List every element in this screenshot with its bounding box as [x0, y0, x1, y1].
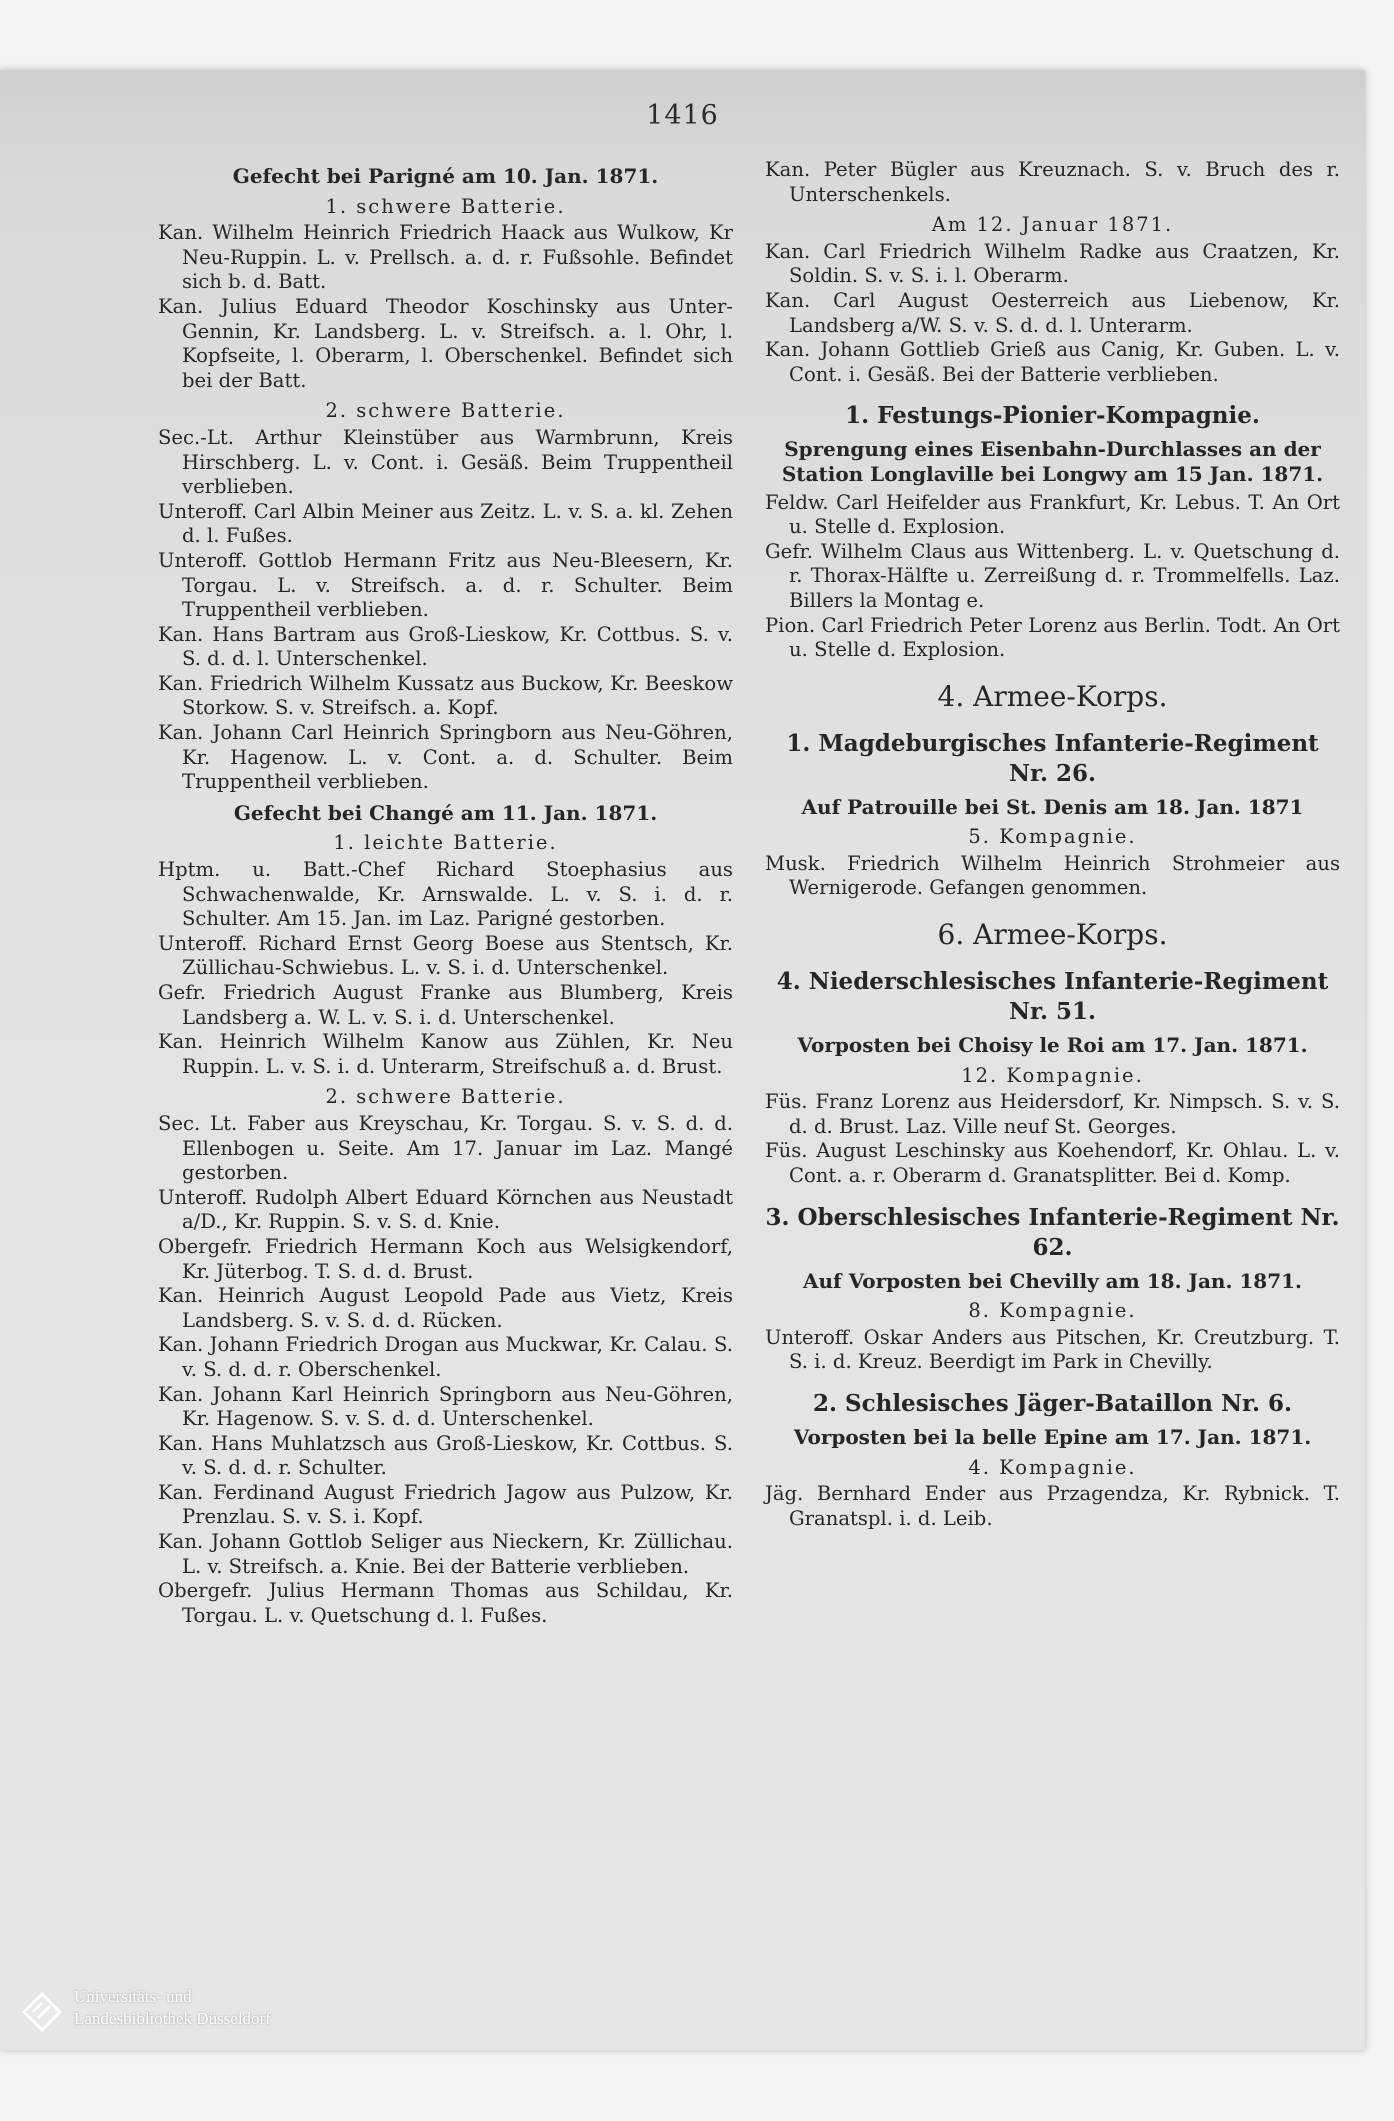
unit-heading: Am 12. Januar 1871. [931, 213, 1174, 237]
unit-heading: 12. Kompagnie. [961, 1063, 1144, 1087]
casualty-entry: Unteroff. Carl Albin Meiner aus Zeitz. L. v. S. a. kl. Zehen d. l. Fußes. [158, 499, 733, 548]
casualty-entry: Gefr. Wilhelm Claus aus Wittenberg. L. v. Quetschung d. r. Thorax-Hälfte u. Zerreißung d. r. Trommelfells. Laz. Billers la Montag e. [765, 539, 1340, 612]
casualty-entry: Kan. Hans Bartram aus Groß-Lieskow, Kr. Cottbus. S. v. S. d. d. l. Unterschenkel. [158, 622, 733, 671]
casualty-entry: Füs. Franz Lorenz aus Heidersdorf, Kr. Nimpsch. S. v. S. d. d. Brust. Laz. Ville neuf St. Georges. [765, 1090, 1340, 1138]
document-page [0, 70, 1365, 2050]
casualty-entry: Kan. Peter Bügler aus Kreuznach. S. v. Bruch des r. Unterschenkels. [765, 158, 1340, 206]
casualty-entry: Kan. Ferdinand August Friedrich Jagow aus Pulzow, Kr. Prenzlau. S. v. S. i. Kopf. [158, 1480, 733, 1529]
casualty-entry: Kan. Wilhelm Heinrich Friedrich Haack aus Wulkow, Kr Neu-Ruppin. L. v. Prellsch. a. d. r. Fußsohle. Befindet sich b. d. Batt. [158, 221, 733, 294]
casualty-entry: Obergefr. Julius Hermann Thomas aus Schildau, Kr. Torgau. L. v. Quetschung d. l. Fußes. [158, 1579, 733, 1627]
library-logo [16, 1984, 346, 2044]
unit-heading: 4. Kompagnie. [968, 1455, 1137, 1479]
engagement-heading: Vorposten bei Choisy le Roi am 17. Jan. 1871. [797, 1033, 1308, 1058]
casualty-entry: Feldw. Carl Heifelder aus Frankfurt, Kr. Lebus. T. An Ort u. Stelle d. Explosion. [765, 490, 1340, 539]
unit-heading: 2. schwere Batterie. [325, 1085, 566, 1109]
regiment-heading: 2. Schlesisches Jäger-Bataillon Nr. 6. [812, 1390, 1293, 1417]
casualty-entry: Unteroff. Oskar Anders aus Pitschen, Kr. Creutzburg. T. S. i. d. Kreuz. Beerdigt im Park in Chevilly. [765, 1325, 1340, 1374]
casualty-entry: Unteroff. Gottlob Hermann Fritz aus Neu-Bleesern, Kr. Torgau. L. v. Streifsch. a. d. r. Schulter. Beim Truppentheil verblieben. [158, 548, 733, 622]
casualty-entry: Unteroff. Rudolph Albert Eduard Körnchen aus Neustadt a/D., Kr. Ruppin. S. v. S. d. Knie. [158, 1185, 733, 1234]
casualty-entry: Musk. Friedrich Wilhelm Heinrich Strohmeier aus Wernigerode. Gefangen genommen. [765, 851, 1340, 900]
casualty-entry: Füs. August Leschinsky aus Koehendorf, Kr. Ohlau. L. v. Cont. a. r. Oberarm d. Granatsplitter. Bei d. Komp. [765, 1139, 1340, 1188]
unit-heading: 2. schwere Batterie. [325, 399, 566, 423]
regiment-heading: 3. Oberschlesisches Infanterie-Regiment Nr. 62. [765, 1203, 1340, 1261]
page-number: 1416 [646, 100, 719, 131]
regiment-heading: 1. Festungs-Pionier-Kompagnie. [845, 402, 1260, 430]
regiment-heading: 1. Magdeburgisches Infanterie-Regiment Nr. 26. [786, 729, 1319, 787]
engagement-heading: Gefecht bei Changé am 11. Jan. 1871. [233, 800, 658, 825]
casualty-entry: Unteroff. Richard Ernst Georg Boese aus Stentsch, Kr. Züllichau-Schwiebus. L. v. S. i. d. Unterschenkel. [158, 931, 733, 980]
unit-heading: 1. schwere Batterie. [325, 194, 566, 218]
casualty-entry: Kan. Johann Gottlob Seliger aus Nieckern, Kr. Züllichau. L. v. Streifsch. a. Knie. Bei der Batterie verblieben. [158, 1530, 733, 1578]
casualty-entry: Kan. Johann Gottlieb Grieß aus Canig, Kr. Guben. L. v. Cont. i. Gesäß. Bei der Batterie verblieben. [765, 338, 1340, 386]
left-column [158, 158, 733, 1628]
casualty-entry: Gefr. Friedrich August Franke aus Blumberg, Kreis Landsberg a. W. L. v. S. i. d. Unterschenkel. [158, 981, 733, 1029]
unit-heading: 1. leichte Batterie. [333, 831, 558, 855]
library-logo-line1: Universitäts- und [74, 1987, 192, 2006]
corps-heading: 4. Armee-Korps. [937, 679, 1168, 713]
engagement-heading: Auf Vorposten bei Chevilly am 18. Jan. 1871. [802, 1268, 1303, 1293]
library-logo-icon [16, 1988, 68, 2034]
casualty-entry: Hptm. u. Batt.-Chef Richard Stoephasius aus Schwachenwalde, Kr. Arnswalde. L. v. S. i. d. r. Schulter. Am 15. Jan. im Laz. Parigné gestorben. [158, 858, 733, 931]
unit-heading: 8. Kompagnie. [968, 1299, 1137, 1323]
engagement-heading: Sprengung eines Eisenbahn-Durchlasses an der Station Longlaville bei Longwy am 15 Jan. 1871. [781, 437, 1324, 486]
casualty-entry: Obergefr. Friedrich Hermann Koch aus Welsigkendorf, Kr. Jüterbog. T. S. d. d. Brust. [158, 1234, 733, 1283]
casualty-entry: Sec.-Lt. Arthur Kleinstüber aus Warmbrunn, Kreis Hirschberg. L. v. Cont. i. Gesäß. Beim Truppentheil verblieben. [158, 425, 733, 499]
casualty-entry: Kan. Johann Friedrich Drogan aus Muckwar, Kr. Calau. S. v. S. d. d. r. Oberschenkel. [158, 1333, 733, 1381]
casualty-entry: Kan. Johann Karl Heinrich Springborn aus Neu-Göhren, Kr. Hagenow. S. v. S. d. d. Unterschenkel. [158, 1382, 733, 1431]
library-logo-text [74, 1986, 271, 2030]
right-column [765, 158, 1340, 1531]
casualty-entry: Kan. Heinrich Wilhelm Kanow aus Zühlen, Kr. Neu Ruppin. L. v. S. i. d. Unterarm, Streifschuß a. d. Brust. [158, 1030, 733, 1078]
casualty-entry: Kan. Friedrich Wilhelm Kussatz aus Buckow, Kr. Beeskow Storkow. S. v. Streifsch. a. Kopf. [158, 671, 733, 720]
casualty-entry: Kan. Johann Carl Heinrich Springborn aus Neu-Göhren, Kr. Hagenow. L. v. Cont. a. d. Schulter. Beim Truppentheil verblieben. [158, 721, 733, 794]
casualty-entry: Kan. Hans Muhlatzsch aus Groß-Lieskow, Kr. Cottbus. S. v. S. d. d. r. Schulter. [158, 1431, 733, 1480]
engagement-heading: Gefecht bei Parigné am 10. Jan. 1871. [232, 164, 659, 188]
corps-heading: 6. Armee-Korps. [937, 918, 1168, 952]
casualty-entry: Sec. Lt. Faber aus Kreyschau, Kr. Torgau. S. v. S. d. d. Ellenbogen u. Seite. Am 17. Januar im Laz. Mangé gestorben. [158, 1111, 733, 1185]
unit-heading: 5. Kompagnie. [968, 825, 1137, 849]
engagement-heading: Vorposten bei la belle Epine am 17. Jan. 1871. [793, 1425, 1312, 1449]
library-logo-line2: Landesbibliothek Düsseldorf [74, 2009, 271, 2028]
casualty-entry: Kan. Carl Friedrich Wilhelm Radke aus Craatzen, Kr. Soldin. S. v. S. i. l. Oberarm. [765, 239, 1340, 288]
casualty-entry: Kan. Heinrich August Leopold Pade aus Vietz, Kreis Landsberg. S. v. S. d. d. Rücken. [158, 1284, 733, 1332]
casualty-entry: Kan. Julius Eduard Theodor Koschinsky aus Unter-Gennin, Kr. Landsberg. L. v. Streifsch. a. l. Ohr, l. Kopfseite, l. Oberarm, l. Oberschenkel. Befindet sich bei der Batt. [158, 294, 733, 392]
casualty-entry: Kan. Carl August Oesterreich aus Liebenow, Kr. Landsberg a/W. S. v. S. d. d. l. Unterarm. [765, 288, 1340, 337]
engagement-heading: Auf Patrouille bei St. Denis am 18. Jan. 1871 [801, 794, 1304, 819]
casualty-entry: Jäg. Bernhard Ender aus Przagendza, Kr. Rybnick. T. Granatspl. i. d. Leib. [765, 1482, 1340, 1530]
regiment-heading: 4. Niederschlesisches Infanterie-Regiment Nr. 51. [776, 968, 1329, 1026]
casualty-entry: Pion. Carl Friedrich Peter Lorenz aus Berlin. Todt. An Ort u. Stelle d. Explosion. [765, 613, 1340, 662]
